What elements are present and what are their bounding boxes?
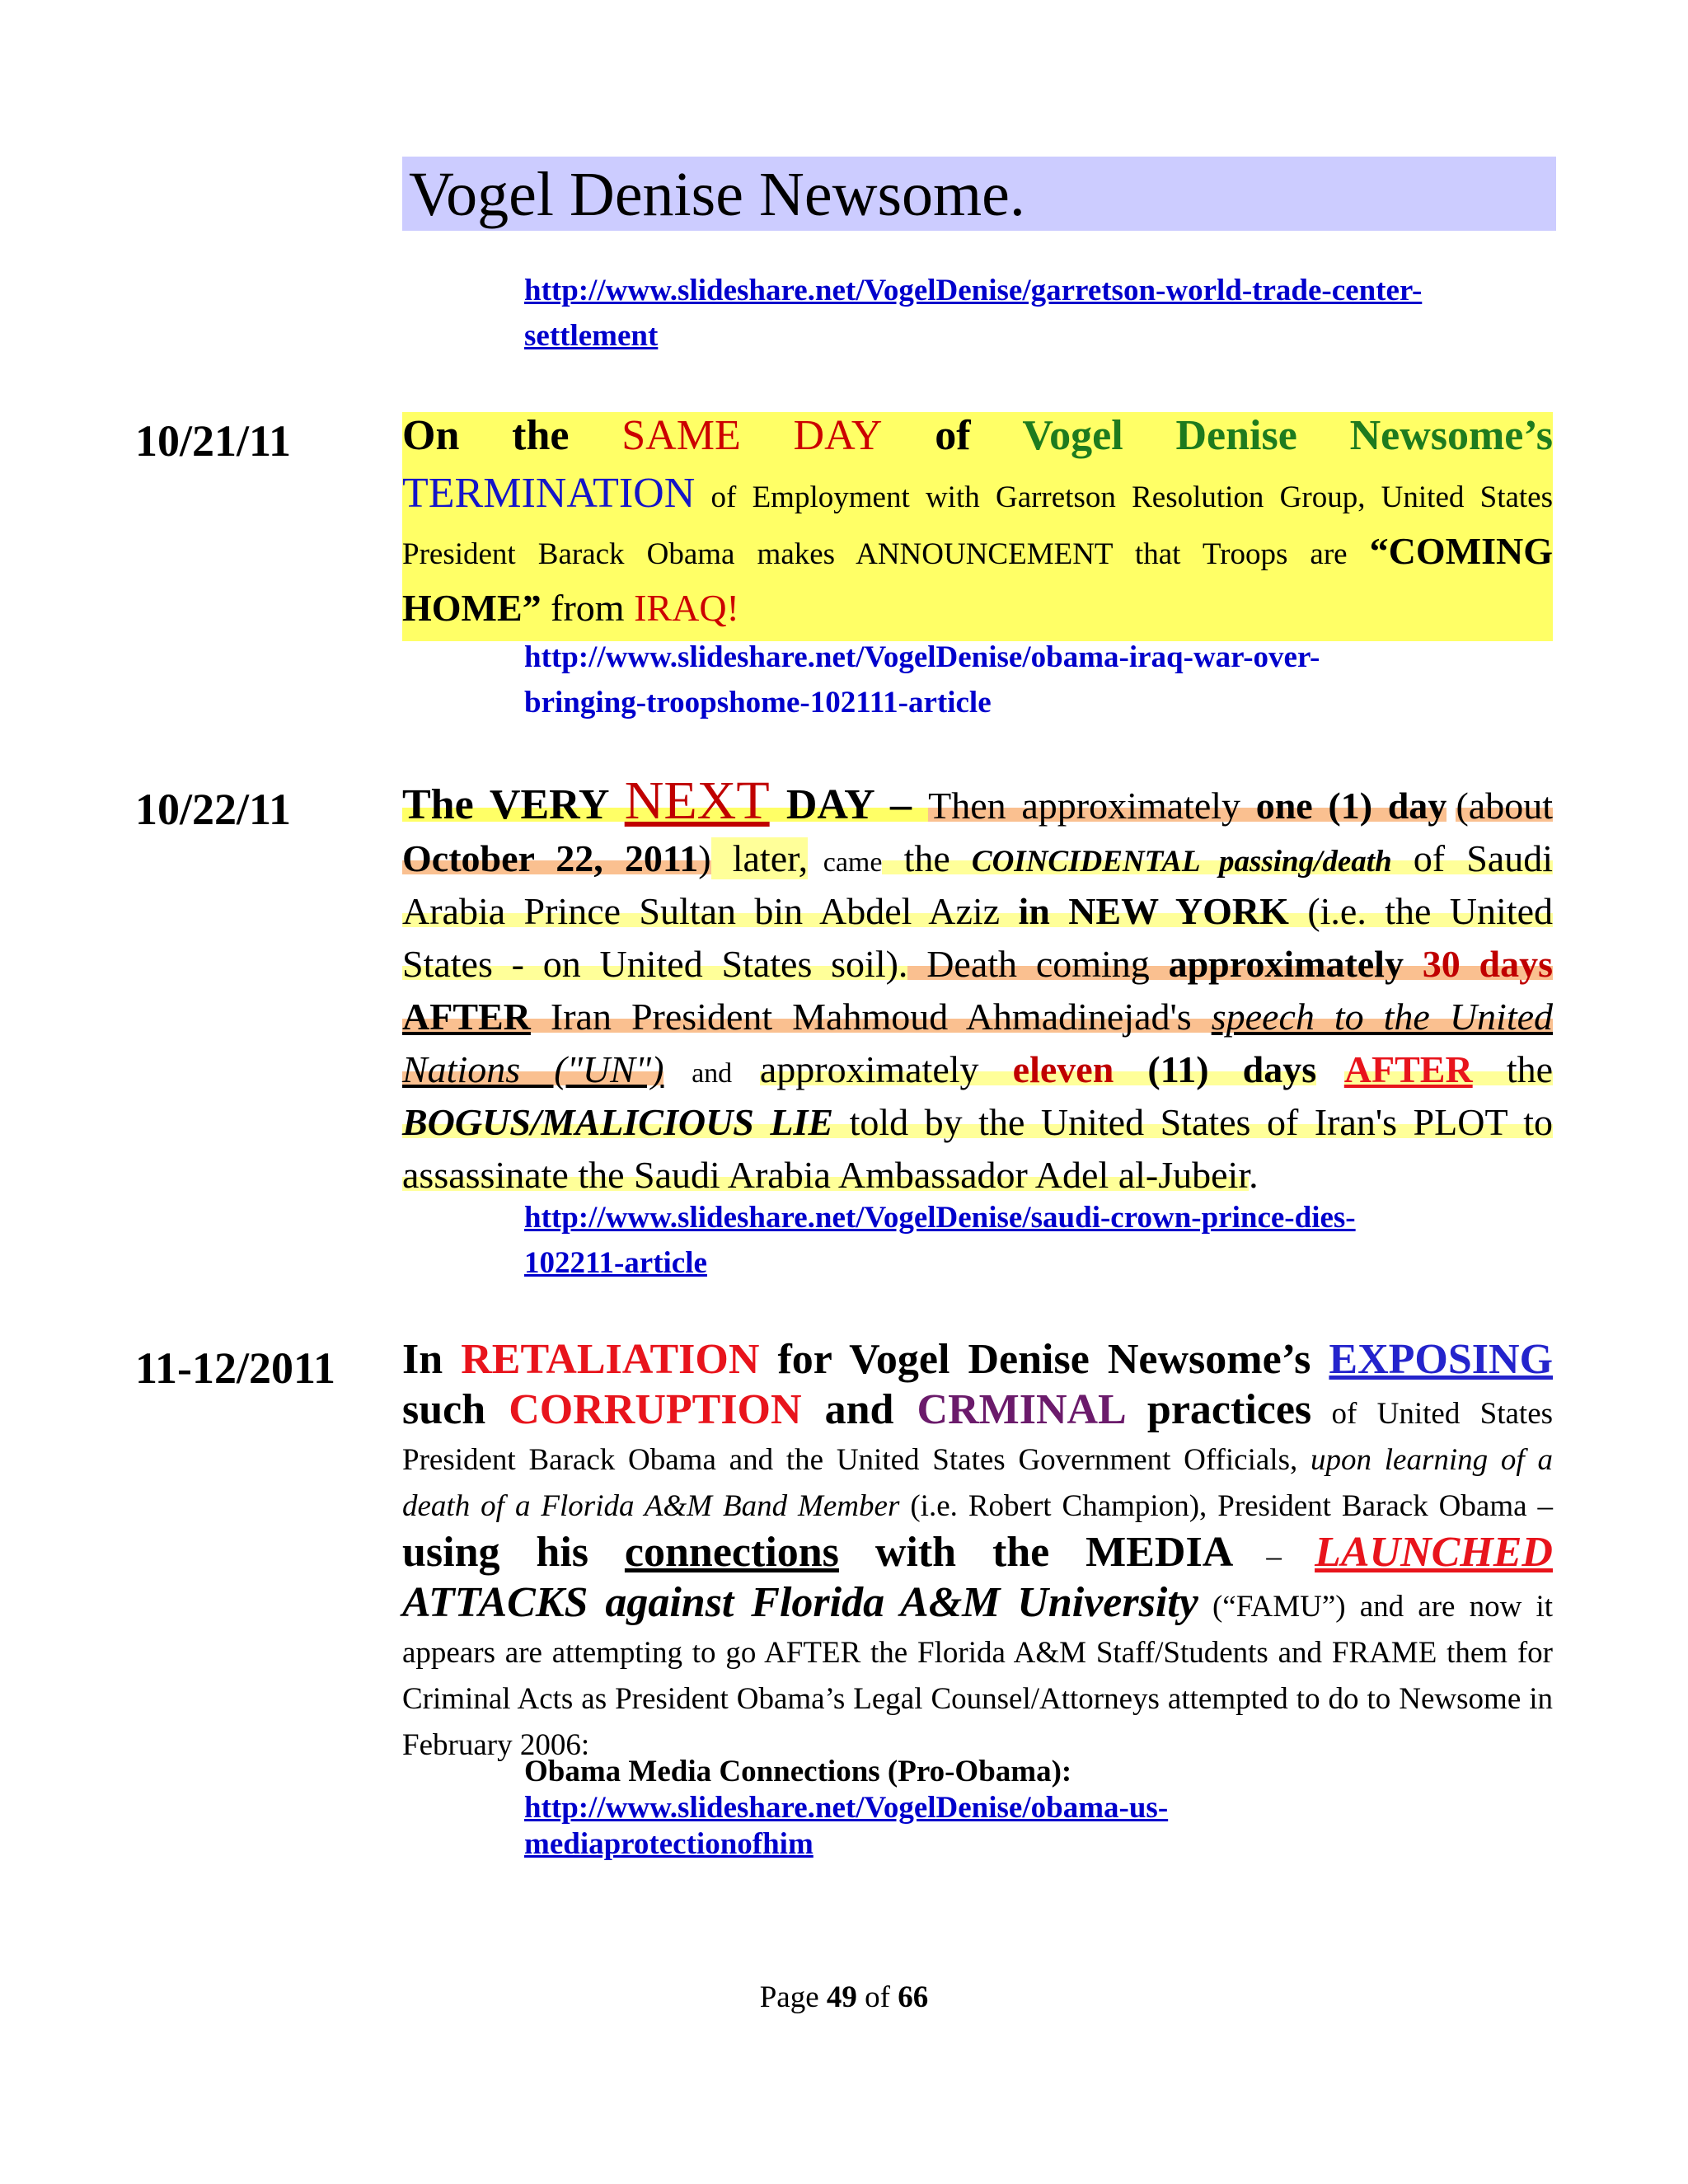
media-heading: Obama Media Connections (Pro-Obama): xyxy=(524,1755,1072,1788)
entry-date: 11-12/2011 xyxy=(135,1343,336,1393)
entry-date: 10/21/11 xyxy=(135,416,292,466)
page-footer: Page 49 of 66 xyxy=(759,1980,929,2014)
link-obama-media[interactable]: http://www.slideshare.net/VogelDenise/obama-us- xyxy=(524,1791,1169,1825)
link-obama-iraq[interactable]: http://www.slideshare.net/VogelDenise/obama-iraq-war-over- bringing-troopshome-102111-article xyxy=(524,640,1320,719)
link-saudi-crown-prince[interactable]: http://www.slideshare.net/VogelDenise/saudi-crown-prince-dies- 102211-article xyxy=(524,1201,1356,1280)
entry-10-21-11: On the SAME DAY of Vogel Denise Newsome’s TERMINATION of Employment with Garretson Resolution Group, United States President Barack Obama makes ANNOUNCEMENT that Troops are “COMING HOME” from IRAQ! xyxy=(402,412,1553,641)
link-obama-media-cont[interactable]: mediaprotectionofhim xyxy=(524,1827,814,1861)
page-title: Vogel Denise Newsome. xyxy=(409,160,1025,229)
media-connections xyxy=(524,1754,1563,1863)
entry-11-12-2011: In RETALIATION for Vogel Denise Newsome’s EXPOSING such CORRUPTION and CRMINAL practices of United States President Barack Obama and the United States Government Officials, upon learning of a death of a Florida A&M Band Member (i.e. Robert Champion), President Barack Obama – using his connections with the MEDIA – LAUNCHED ATTACKS against Florida A&M University (“FAMU”) and are now it appears are attempting to go AFTER the Florida A&M Staff/Students and FRAME them for Criminal Acts as President Obama’s Legal Counsel/Attorneys attempted to do to Newsome in February 2006: xyxy=(402,1336,1554,1762)
entry-date: 10/22/11 xyxy=(135,785,292,834)
page-number: 49 xyxy=(826,1980,857,2014)
title-highlight xyxy=(402,157,1556,231)
link-garretson[interactable]: http://www.slideshare.net/VogelDenise/garretson-world-trade-center- settlement xyxy=(524,274,1423,353)
entry-10-22-11: The VERY NEXT DAY – Then approximately one (1) day (about October 22, 2011) later, came the COINCIDENTAL passing/death of Saudi Arabia Prince Sultan bin Abdel Aziz in NEW YORK (i.e. the United States - on United States soil). Death coming approximately 30 days AFTER Iran President Mahmoud Ahmadinejad's speech to the United Nations ("UN") and approximately eleven (11) days AFTER the BOGUS/MALICIOUS LIE told by the United States of Iran's PLOT to assassinate the Saudi Arabia Ambassador Adel al-Jubeir. xyxy=(402,771,1554,1196)
page-total: 66 xyxy=(898,1980,929,2014)
